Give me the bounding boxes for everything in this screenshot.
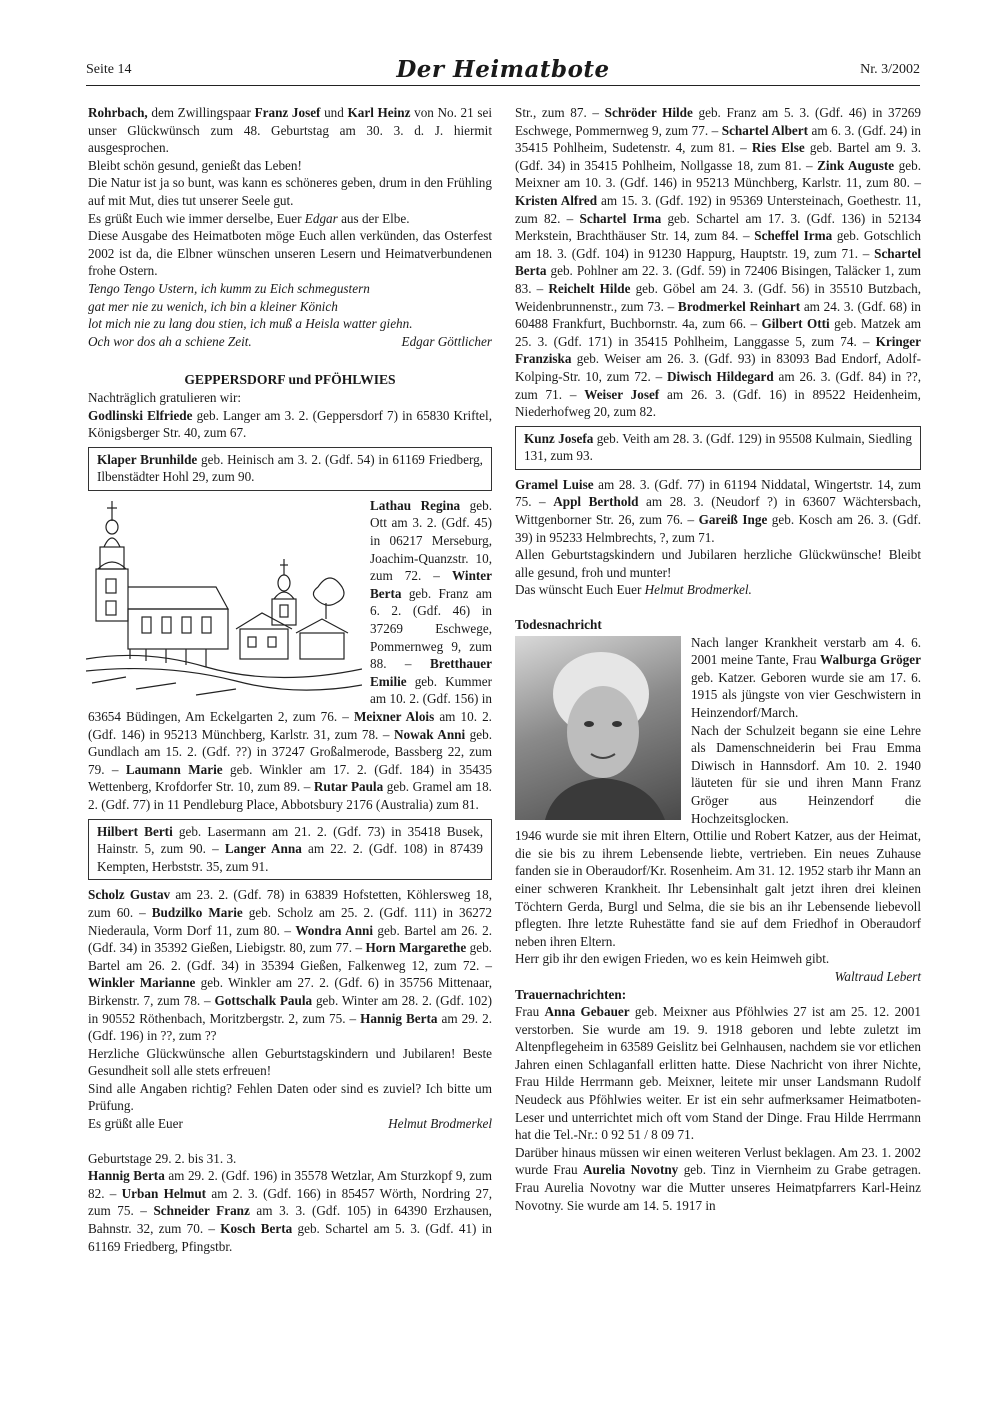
wishes-paragraph: Herzliche Glückwünsche allen Geburtstagskindern und Jubilaren! Beste Gesundheit soll alle stets erfreuen! — [88, 1045, 492, 1079]
obituary-heading: Todesnachricht — [515, 617, 602, 633]
church-illustration — [86, 499, 362, 703]
subsection-heading: Geburtstage 29. 2. bis 31. 3. — [88, 1150, 237, 1166]
nature-line: Die Natur ist ja so bunt, was kann es schöneres geben, drum in den Frühling auf mit Mut, dies tut unserer Seele gut. — [88, 175, 492, 208]
obituary-paragraph: 1946 wurde sie mit ihren Eltern, Ottilie und Robert Katzer, aus der Heimat, die sie bis zu ihrem Lebensende liebte, vertrieben. Ein neues Zuhause fanden sie in Oberaudorf/Kr. Rosenheim. Am 31. 12. 1952 starb ihr Mann an einer schweren Krankheit. Ihr Lebensinhalt galt jetzt ihren drei kleinen Töchtern Gerda, Burgl und Selma, die sie bis an ihr Lebensende liebevoll pflegten. Ihre letzte Ruhestätte fand sie auf dem Friedhof in Oberaudorf neben ihren Eltern. — [515, 828, 921, 949]
question-paragraph: Sind alle Angaben richtig? Fehlen Daten oder sind es zuviel? Ich bitte um Prüfung. — [88, 1080, 492, 1114]
highlight-box: Klaper Brunhilde geb. Heinisch am 3. 2. (Gdf. 54) in 61169 Friedberg, Ilbenstädter Hohl 29, zum 90. — [88, 447, 492, 491]
obituary-signature: Waltraud Lebert — [834, 968, 921, 984]
poem-line: Tengo Tengo Ustern, ich kumm zu Eich schmegustern — [88, 280, 370, 296]
birthday-entries-paragraph: Gramel Luise am 28. 3. (Gdf. 77) in 61194 Niddatal, Wingertstr. 14, zum 75. – Appl Berthold am 28. 3. (Neudorf ?) in 63607 Wächtersbach, Wittgenborner Str. 26, zum 76. – Gareiß Inge geb. Kosch am 26. 3. (Gdf. 39) in 95233 Helmbrechts, ?, zum 71. — [515, 476, 922, 545]
masthead-logo: Der Heimatbote — [396, 56, 610, 83]
poem-line: gat mer nie zu wenich, ich bin a kleiner Könich — [88, 298, 338, 314]
mourning-paragraph: Darüber hinaus müssen wir einen weiteren Verlust beklagen. Am 23. 1. 2002 wurde Frau Aurelia Novotny geb. Tinz in Viernheim zu Grabe getragen. Frau Aurelia Novotny war die Mutter unseres Heimatpfarrers Karl-Heinz Novotny. Sie wurde am 14. 5. 1917 in — [515, 1144, 922, 1213]
page-number: Seite 14 — [86, 62, 132, 77]
issue-number: Nr. 3/2002 — [860, 62, 920, 77]
birthday-entries-paragraph: Str., zum 87. – Schröder Hilde geb. Franz am 5. 3. (Gdf. 46) in 37269 Eschwege, Pommernweg 9, zum 77. – Schartel Albert am 6. 3. (Gdf. 24) in 35415 Pohlheim, Sudetenstr. 4, zum 81. – Ries Else geb. Bartel am 9. 3. (Gdf. 34) in 35415 Pohlheim, Nollgasse 18, zum 81. – Zink Auguste geb. Meixner am 10. 3. (Gdf. 146) in 95213 Münchberg, Karlstr. 11, zum 80. – Kristen Alfred am 15. 3. (Gdf. 192) in 95369 Untersteinach, Goethestr. 11, zum 82. – Schartel Irma geb. Schartel am 17. 3. (Gdf. 136) in 52134 Merkstein, Brachthäuser Str. 14, zum 84. – Scheffel Irma geb. Gotschlich am 18. 3. (Gdf. 104) in 91230 Happurg, Hauptstr. 19, zum 71. – Schartel Berta geb. Pohlner am 22. 3. (Gdf. 59) in 72406 Bisingen, Taläcker 1, zum 83. – Reichelt Hilde geb. Göbel am 24. 3. (Gdf. 56) in 35510 Butzbach, Weidenbrunnenstr., zum 73. – Brodmerkel Reinhart am 24. 3. (Gdf. 68) in 60488 Frankfurt, Buchbornstr. 4a, zum 66. – Gilbert Otti geb. Matzek am 25. 3. (Gdf. 171) in 35415 Pohlheim, Langgasse 5, zum 74. – Kringer Franziska geb. Weiser am 26. 3. (Gdf. 93) in 83093 Bad Endorf, Adolf-Kolping-Str. 10, zum 72. – Diwisch Hildegard am 26. 3. (Gdf. 84) in ??, zum 71. – Weiser Josef am 26. 3. (Gdf. 16) in 89522 Heidenheim, Niederhofweg 20, zum 82. — [515, 105, 922, 420]
left-column — [88, 104, 492, 1255]
right-column — [515, 104, 921, 1214]
signature-line: Es grüßt alle Euer Helmut Brodmerkel — [88, 1116, 492, 1132]
birthday-block-with-illustration — [88, 497, 492, 814]
mourning-paragraph: Frau Anna Gebauer geb. Meixner aus Pföhlwies 27 ist am 25. 12. 2001 verstorben. Sie wurde am 19. 9. 1918 geboren und lebte zuletzt im Altenpflegeheim in 63589 Geislitz bei Gelnhausen, nachdem sie vor etlichen Jahren einen Schlaganfall erlitten hatte. Diese Nachricht von ihrer Nichte, Frau Hilde Herrmann geb. Meixner, leitete mir unser Landsmann Rudolf Neudeck aus Pföhlwies weiter. Er ist ein sehr aufmerksamer Heimatboten-Leser und unterrichtet mich oft vom Stand der Dinge. Frau Hilde Herrmann hat die Tel.-Nr.: 0 92 51 / 8 09 71. — [515, 1004, 921, 1143]
signature-line: Das wünscht Euch Euer Helmut Brodmerkel. — [515, 582, 752, 598]
page-header — [86, 56, 920, 86]
greeting-line: Bleibt schön gesund, genießt das Leben! — [88, 157, 302, 173]
obituary-block — [515, 634, 921, 951]
poem-signature-line: Och wor dos ah a schiene Zeit. Edgar Göttlicher — [88, 333, 492, 349]
easter-paragraph: Diese Ausgabe des Heimatboten möge Euch allen verkünden, das Osterfest 2002 ist da, die Elbner wünschen unseren Lesern und Heimatverbundenen frohe Ostern. — [88, 228, 492, 279]
mourning-heading: Trauernachrichten: — [515, 986, 627, 1002]
poem-line: lot mich nie zu lang dou stien, ich muß a Heisla watter giehn. — [88, 316, 413, 332]
highlight-box: Hilbert Berti geb. Lasermann am 21. 2. (Gdf. 73) in 35418 Busek, Hainstr. 5, zum 90. – Langer Anna am 22. 2. (Gdf. 108) in 87439 Kempten, Herbststr. 35, zum 91. — [88, 819, 492, 881]
portrait-photo — [515, 636, 681, 820]
section-heading: GEPPERSDORF und PFÖHLWIES — [184, 372, 396, 388]
birthday-entries-paragraph: Lathau Regina geb. Ott am 3. 2. (Gdf. 45) in 06217 Merseburg, Joachim-Quanzstr. 10, zum 72. – Winter Berta geb. Franz am 6. 2. (Gdf. 46) in 37269 Eschwege, Pommernweg 9, zum 88. – Bretthauer Emilie geb. Kummer am 10. 2. (Gdf. 156) in 63654 Büdingen, Am Eckelgarten 2, zum 76. – Meixner Alois am 10. 2. (Gdf. 146) in 95213 Münchberg, Karlstr. 31, zum 78. – Nowak Anni geb. Gundlach am 15. 2. (Gdf. ??) in 37247 Großalmerode, Bassberg 22, zum 79. – Laumann Marie geb. Winkler am 17. 2. (Gdf. 184) in 35435 Wettenberg, Krofdorfer Str. 10, zum 89. – Rutar Paula geb. Gramel am 18. 2. (Gdf. 77) in 11 Pendleburg Place, Abbotsbury 2176 (Australia) zum 81. — [88, 497, 493, 812]
obituary-paragraph: Nach der Schulzeit begann sie eine Lehre als Damenschneiderin bei Frau Emma Diwisch in Hannsdorf. Am 10. 2. 1940 läuteten für sie und ihren Mann Franz Gröger aus Heinzendorf die Hochzeitsglocken. — [691, 722, 921, 826]
intro-line: Nachträglich gratulieren wir: — [88, 389, 242, 405]
highlight-box: Kunz Josefa geb. Veith am 28. 3. (Gdf. 129) in 95508 Kulmain, Siedling 131, zum 93. — [515, 426, 921, 470]
obituary-paragraph: Nach langer Krankheit verstarb am 4. 6. 2001 meine Tante, Frau Walburga Gröger geb. Katzer. Geboren wurde sie am 17. 6. 1915 als jüngste von vier Geschwistern in Heinzendorf/March. — [691, 634, 921, 720]
obituary-closing: Herr gib ihr den ewigen Frieden, wo es kein Heimweh gibt. — [515, 951, 830, 967]
greeting-edgar: Es grüßt Euch wie immer derselbe, Euer Edgar aus der Elbe. — [88, 210, 410, 226]
wishes-paragraph: Allen Geburtstagskindern und Jubilaren herzliche Glückwünsche! Bleibt alle gesund, froh und munter! — [515, 547, 921, 580]
birthday-entry: Godlinski Elfriede geb. Langer am 3. 2. (Geppersdorf 7) in 65830 Kriftel, Königsberger Str. 40, zum 67. — [88, 407, 492, 441]
birthday-entries-paragraph: Hannig Berta am 29. 2. (Gdf. 196) in 35578 Wetzlar, Am Sturzkopf 9, zum 82. – Urban Helmut am 2. 3. (Gdf. 166) in 85457 Wörth, Nordring 27, zum 75. – Schneider Franz am 3. 3. (Gdf. 105) in 64390 Erzhausen, Bahnstr. 32, zum 70. – Kosch Berta geb. Schartel am 5. 3. (Gdf. 41) in 61169 Friedberg, Pfingstbr. — [88, 1168, 493, 1254]
rohrbach-paragraph: Rohrbach, dem Zwillingspaar Franz Josef und Karl Heinz von No. 21 sei unser Glückwünsch zum 48. Geburtstag am 30. 3. d. J. hiermit ausgesprochen. — [88, 105, 493, 156]
birthday-entries-paragraph: Scholz Gustav am 23. 2. (Gdf. 78) in 63839 Hofstetten, Köhlersweg 18, zum 60. – Budzilko Marie geb. Scholz am 25. 2. (Gdf. 111) in 36272 Niederaula, Vorm Dorf 11, zum 80. – Wondra Anni geb. Bartel am 26. 2. (Gdf. 34) in 35392 Gießen, Liebigstr. 80, zum 77. – Horn Margarethe geb. Bartel am 26. 2. (Gdf. 34) in 35394 Gießen, Falkenweg 12, zum 72. – Winkler Marianne geb. Winkler am 27. 2. (Gdf. 6) in 35756 Mittenaar, Birkenstr. 7, zum 78. – Gottschalk Paula geb. Winter am 28. 2. (Gdf. 102) in 90552 Röthenbach, Moritzbergstr. 2, zum 75. – Hannig Berta am 29. 2. (Gdf. 196) in ??, zum ?? — [88, 887, 493, 1044]
